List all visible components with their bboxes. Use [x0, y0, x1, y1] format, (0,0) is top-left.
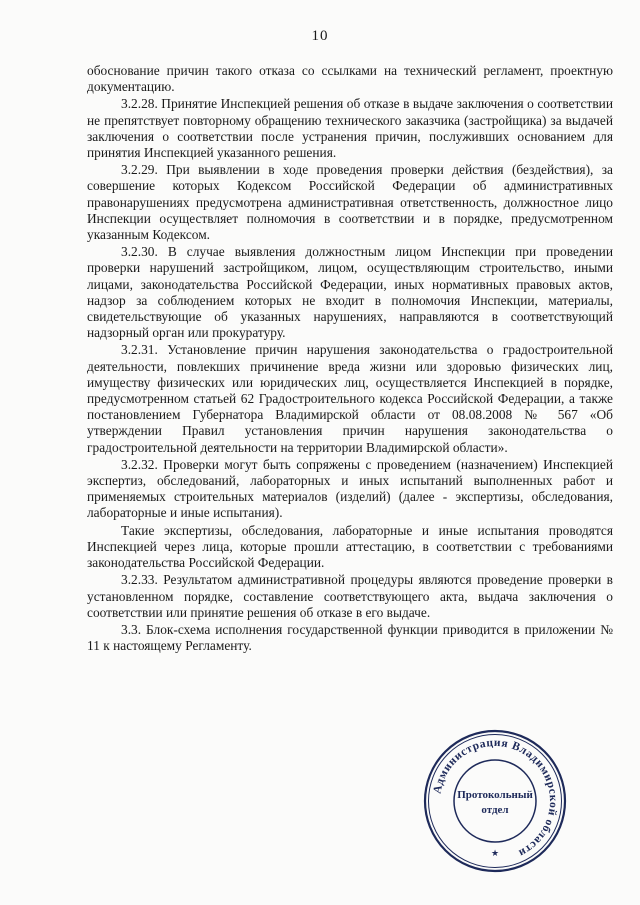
paragraph-3-2-33: 3.2.33. Результатом административной процедуры являются проведение проверки в установленном порядке, составление соответствующего акта, выдача заключения о соответствии или принятие решения об отказе в его выдаче.: [87, 572, 613, 620]
paragraph-3-2-31: 3.2.31. Установление причин нарушения законодательства о градостроительной деятельности, повлекших причинение вреда жизни или здоровью физических лиц, имуществу физических или юридических лиц, осуществляется Инспекцией в порядке, предусмотренном статьей 62 Градостроительного кодекса Российской Федерации, а также постановлением Губернатора Владимирской области от 08.08.2008 № 567 «Об утверждении Правил установления причин нарушения законодательства о градостроительной деятельности на территории Владимирской области».: [87, 342, 613, 455]
paragraph-continuation: обоснование причин такого отказа со ссылками на технический регламент, проектную документацию.: [87, 63, 613, 95]
stamp-star-icon: ★: [490, 849, 500, 859]
stamp-inner-ring: [429, 735, 562, 868]
paragraph-3-2-28: 3.2.28. Принятие Инспекцией решения об отказе в выдаче заключения о соответствии не препятствует повторному обращению технического заказчика (застройщика) за выдачей заключения о соответствии после устранения причин, послуживших основанием для принятия Инспекцией указанного решения.: [87, 96, 613, 161]
document-body: [87, 63, 613, 655]
paragraph-expertise-note: Такие экспертизы, обследования, лабораторные и иные испытания проводятся Инспекцией через лица, которые прошли аттестацию, в соответствии с требованиями законодательства Российской Федерации.: [87, 522, 613, 571]
paragraph-3-2-29: 3.2.29. При выявлении в ходе проведения проверки действия (бездействия), за совершение которых Кодексом Российской Федерации об административных правонарушениях предусмотрена административная ответственность, должностное лицо Инспекции осуществляет полномочия в соответствии и в порядке, предусмотренном указанным Кодексом.: [87, 162, 613, 243]
stamp-center-line2: отдел: [481, 804, 509, 816]
paragraph-3-2-30: 3.2.30. В случае выявления должностным лицом Инспекции при проведении проверки нарушений застройщиком, лицом, осуществляющим строительство, иными лицами, законодательства Российской Федерации, иных нормативных правовых актов, надзор за соблюдением которых не входит в полномочия Инспекции, материалы, свидетельствующие об указанных нарушениях, направляются в соответствующий надзорный орган или прокуратуру.: [87, 244, 613, 341]
stamp-ring-text: Администрация Владимирской области: [431, 736, 560, 860]
paragraph-3-3: 3.3. Блок-схема исполнения государственной функции приводится в приложении № 11 к настоящему Регламенту.: [87, 621, 613, 654]
paragraph-3-2-32: 3.2.32. Проверки могут быть сопряжены с проведением (назначением) Инспекцией экспертиз, обследований, лабораторных и иных испытаний выполненных работ и применяемых строительных материалов (изделий) (далее - экспертизы, обследования, лабораторные и иные испытания).: [87, 456, 613, 521]
stamp-center-ring: [454, 760, 536, 842]
stamp-center-line1: Протокольный: [457, 789, 533, 801]
page-number: 10: [311, 28, 329, 44]
official-seal-stamp: [422, 728, 568, 874]
